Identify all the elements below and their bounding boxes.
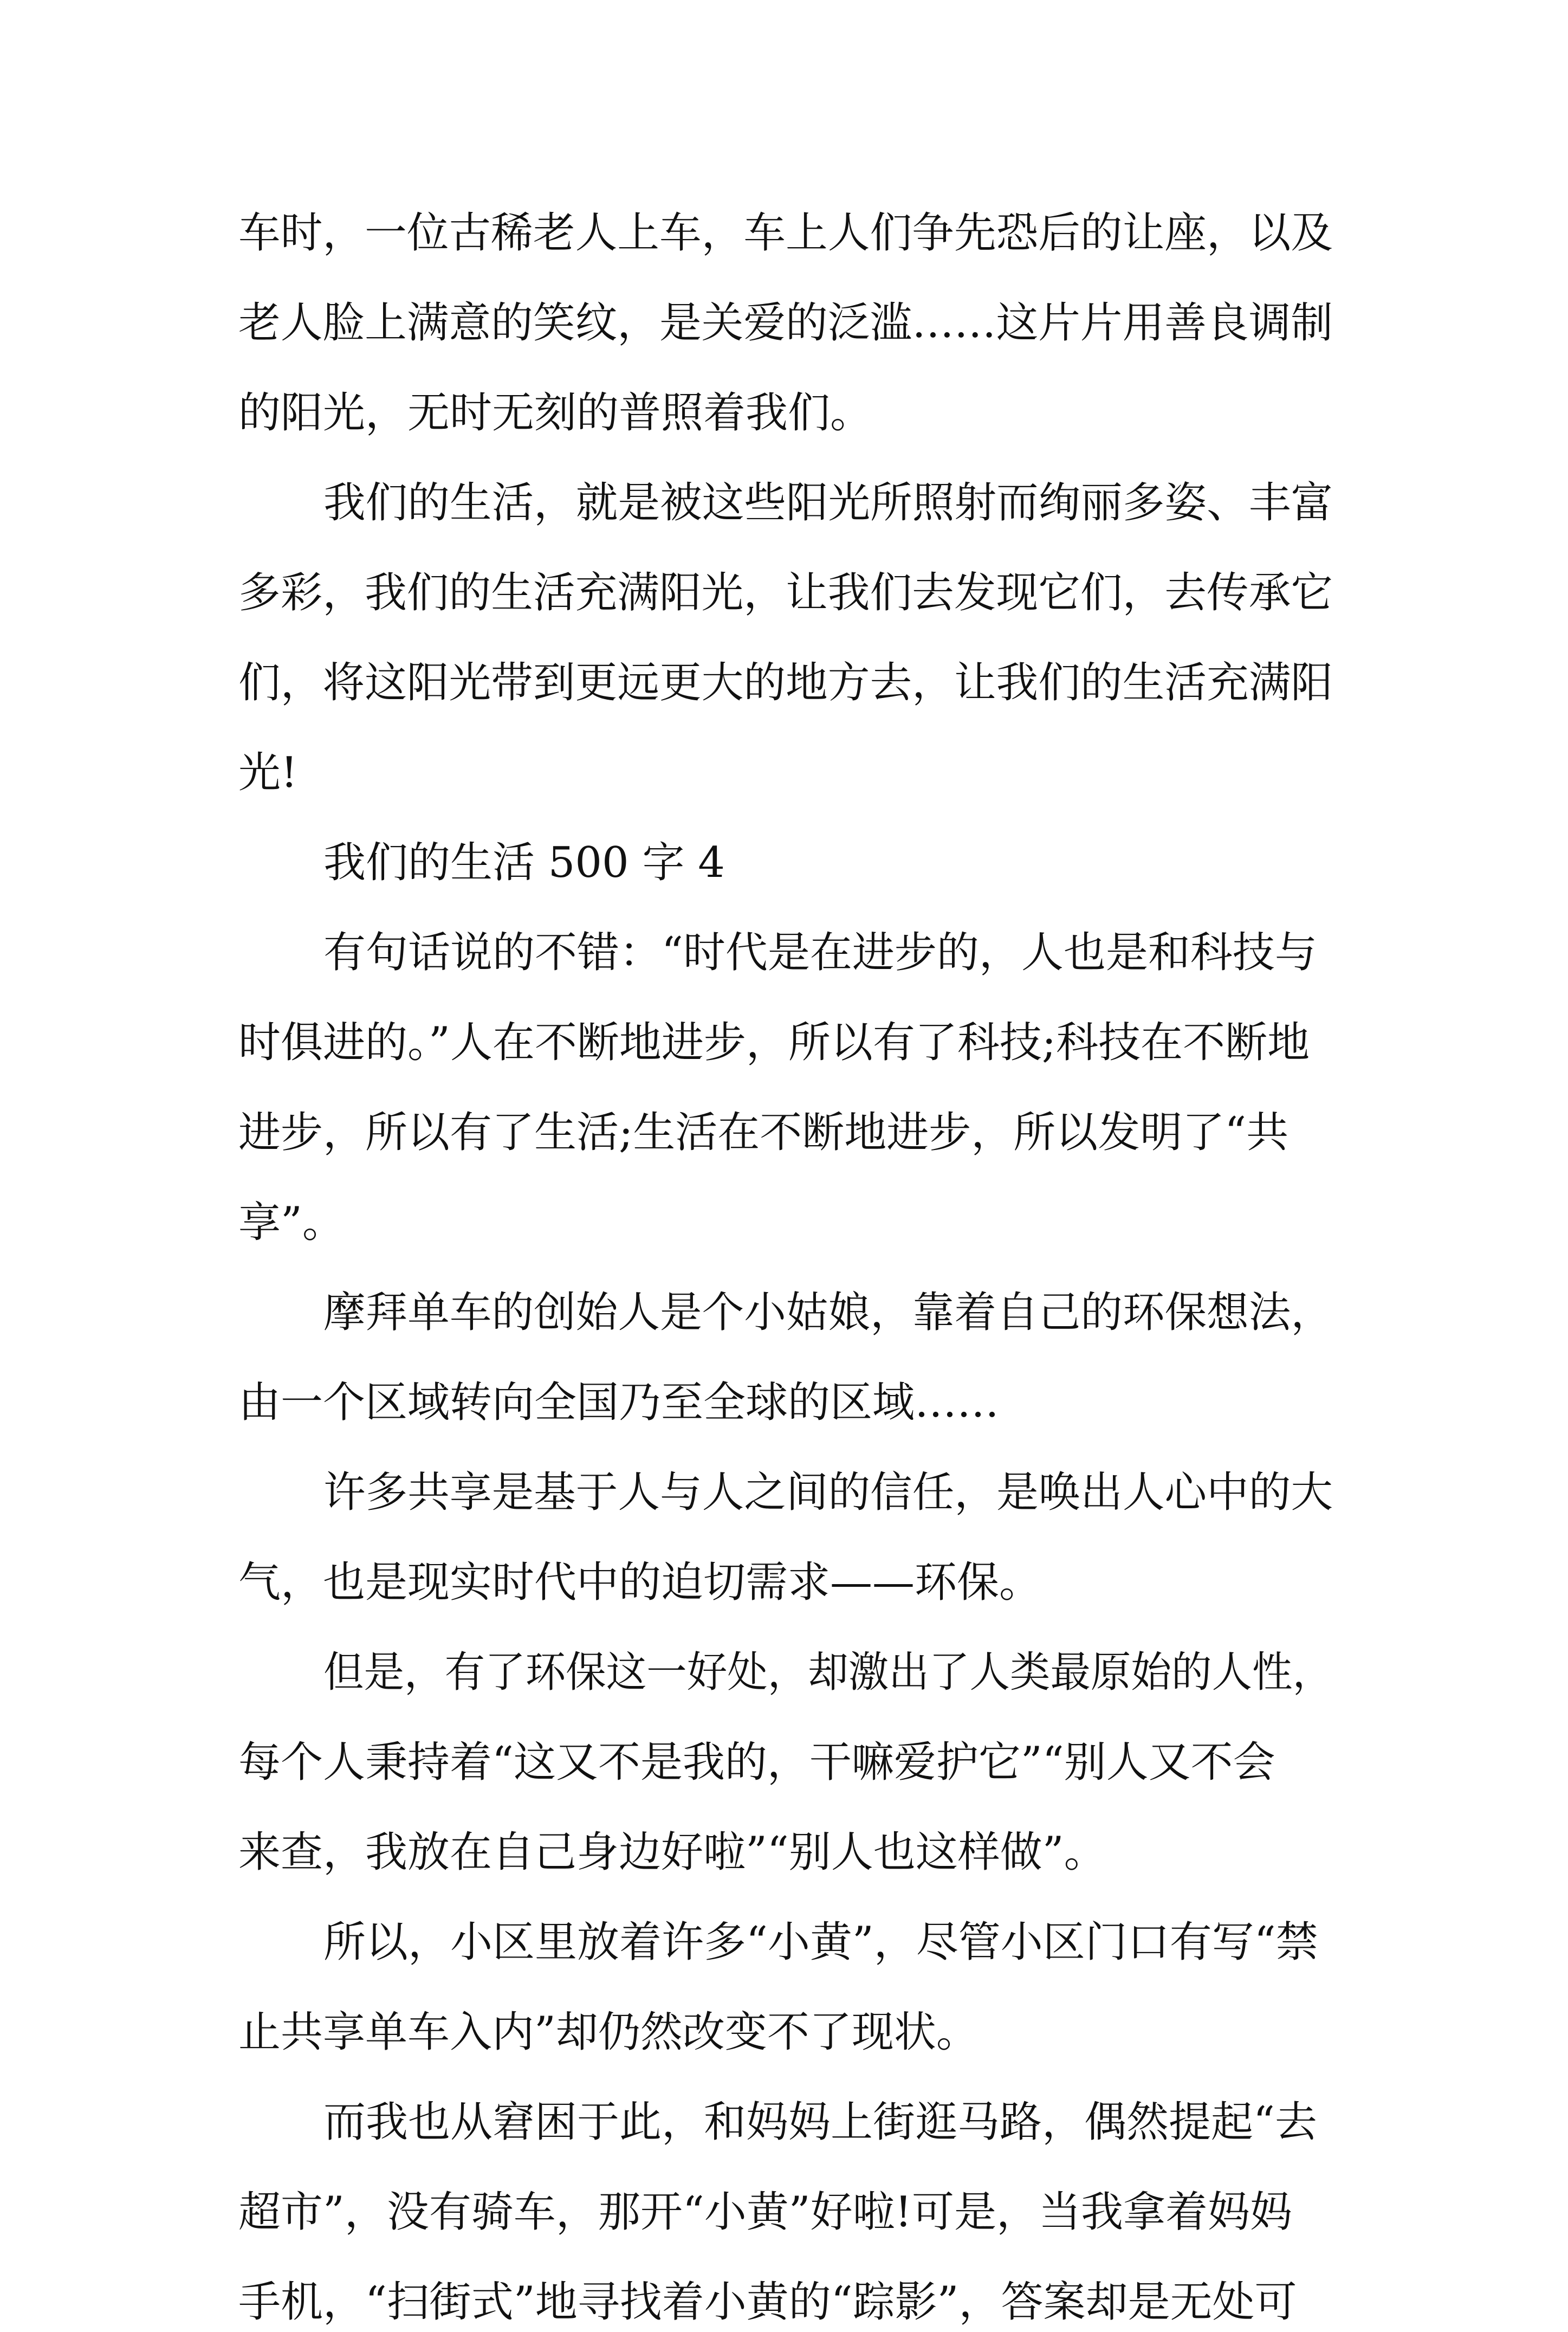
text-line: 光! [238,748,298,797]
section-heading: 我们的生活 500 字 4 [323,838,725,887]
text-line: 的阳光，无时无刻的普照着我们。 [238,389,873,437]
text-line: 享”。 [238,1198,345,1247]
text-line: 手机，“扫街式”地寻找着小黄的“踪影”，答案却是无处可 [238,2278,1297,2327]
text-line: 有句话说的不错：“时代是在进步的，人也是和科技与 [323,928,1317,977]
text-line: 止共享单车入内”却仍然改变不了现状。 [238,2008,979,2057]
text-line: 但是，有了环保这一好处，却激出了人类最原始的人性， [323,1648,1333,1697]
text-line: 们，将这阳光带到更远更大的地方去，让我们的生活充满阳 [238,658,1333,707]
text-line: 时俱进的。”人在不断地进步，所以有了科技;科技在不断地 [238,1018,1310,1067]
text-line: 超市”，没有骑车，那开“小黄”好啦!可是，当我拿着妈妈 [238,2188,1292,2237]
text-line: 许多共享是基于人与人之间的信任，是唤出人心中的大 [323,1468,1333,1517]
text-line: 多彩，我们的生活充满阳光，让我们去发现它们，去传承它 [238,569,1333,617]
text-line: 由一个区域转向全国乃至全球的区域…… [238,1378,1000,1427]
text-line: 所以，小区里放着许多“小黄”，尽管小区门口有写“禁 [323,1918,1318,1967]
text-line: 我们的生活，就是被这些阳光所照射而绚丽多姿、丰富 [323,479,1333,527]
text-line: 气，也是现实时代中的迫切需求——环保。 [238,1558,1042,1607]
text-line: 车时，一位古稀老人上车，车上人们争先恐后的让座，以及 [238,209,1333,257]
text-line: 而我也从窘困于此，和妈妈上街逛马路，偶然提起“去 [323,2098,1317,2147]
text-line: 摩拜单车的创始人是个小姑娘，靠着自己的环保想法， [323,1288,1333,1337]
text-line: 来查，我放在自己身边好啦”“别人也这样做”。 [238,1828,1106,1877]
text-line: 进步，所以有了生活;生活在不断地进步，所以发明了“共 [238,1108,1289,1157]
text-line: 每个人秉持着“这又不是我的，干嘛爱护它”“别人又不会 [238,1738,1275,1787]
text-line: 老人脸上满意的笑纹，是关爱的泛滥……这片片用善良调制 [238,299,1333,347]
